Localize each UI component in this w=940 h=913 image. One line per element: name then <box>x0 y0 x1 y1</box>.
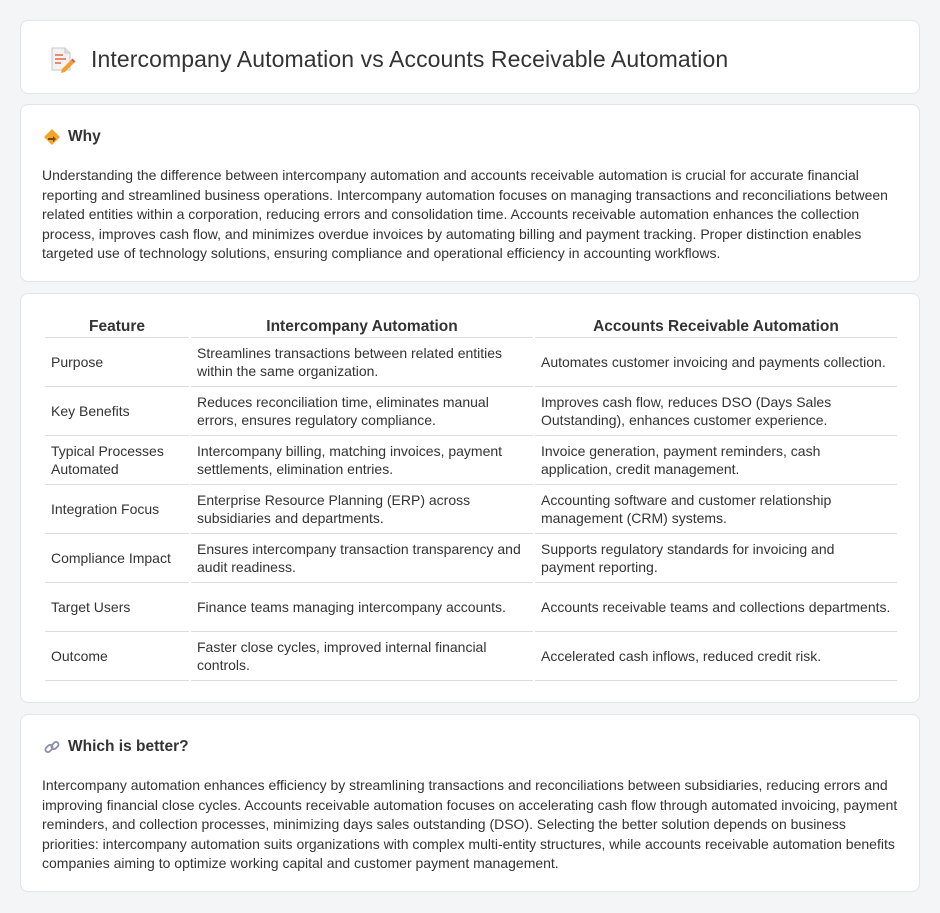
table-row <box>45 485 897 534</box>
feature-cell: Compliance Impact <box>45 534 189 583</box>
diamond-arrows-icon <box>43 128 61 146</box>
link-icon <box>43 738 61 756</box>
accounts-receivable-cell: Accounts receivable teams and collections departments. <box>535 583 897 632</box>
accounts-receivable-cell: Automates customer invoicing and payments collection. <box>535 338 897 387</box>
table-row <box>45 583 897 632</box>
table-row <box>45 632 897 681</box>
intercompany-cell: Enterprise Resource Planning (ERP) across subsidiaries and departments. <box>191 485 533 534</box>
table-row <box>45 436 897 485</box>
feature-cell: Typical Processes Automated <box>45 436 189 485</box>
why-title: Why <box>68 128 101 145</box>
intercompany-cell: Reduces reconciliation time, eliminates manual errors, ensures regulatory compliance. <box>191 387 533 436</box>
why-body: Understanding the difference between intercompany automation and accounts receivable automation is crucial for accurate financial reporting and streamlined business operations. Intercompany automation focuses on managing transactions and reconciliations between related entities within a corporation, reducing errors and consolidation time. Accounts receivable automation enhances the collection process, improves cash flow, and minimizes overdue invoices by automating billing and payment tracking. Proper distinction enables targeted use of technology solutions, ensuring compliance and operational efficiency in accounting workflows. <box>42 167 888 262</box>
feature-cell: Target Users <box>45 583 189 632</box>
which-is-better-section <box>20 714 920 892</box>
intercompany-cell: Faster close cycles, improved internal financial controls. <box>191 632 533 681</box>
comparison-table <box>43 317 899 681</box>
table-header-row <box>45 317 897 338</box>
accounts-receivable-cell: Invoice generation, payment reminders, cash application, credit management. <box>535 436 897 485</box>
intercompany-cell: Ensures intercompany transaction transparency and audit readiness. <box>191 534 533 583</box>
feature-cell: Integration Focus <box>45 485 189 534</box>
header-accounts-receivable: Accounts Receivable Automation <box>535 317 897 338</box>
header-card <box>20 20 920 94</box>
intercompany-cell: Finance teams managing intercompany accounts. <box>191 583 533 632</box>
page-header <box>45 43 728 75</box>
why-section <box>20 104 920 282</box>
better-heading <box>43 738 189 756</box>
feature-cell: Key Benefits <box>45 387 189 436</box>
accounts-receivable-cell: Supports regulatory standards for invoicing and payment reporting. <box>535 534 897 583</box>
intercompany-cell: Streamlines transactions between related entities within the same organization. <box>191 338 533 387</box>
header-feature: Feature <box>45 317 189 338</box>
table-row <box>45 338 897 387</box>
comparison-card <box>20 293 920 703</box>
accounts-receivable-cell: Accelerated cash inflows, reduced credit risk. <box>535 632 897 681</box>
accounts-receivable-cell: Accounting software and customer relationship management (CRM) systems. <box>535 485 897 534</box>
better-body: Intercompany automation enhances efficiency by streamlining transactions and reconciliations between subsidiaries, reducing errors and improving financial close cycles. Accounts receivable automation focuses on accelerating cash flow through automated invoicing, payment reminders, and collection processes, minimizing days sales outstanding (DSO). Selecting the better solution depends on business priorities: intercompany automation suits organizations with complex multi-entity structures, while accounts receivable automation benefits companies aiming to optimize working capital and customer payment management. <box>42 777 898 872</box>
intercompany-cell: Intercompany billing, matching invoices, payment settlements, elimination entries. <box>191 436 533 485</box>
why-heading <box>43 128 101 146</box>
header-intercompany: Intercompany Automation <box>191 317 533 338</box>
table-row <box>45 387 897 436</box>
feature-cell: Outcome <box>45 632 189 681</box>
feature-cell: Purpose <box>45 338 189 387</box>
accounts-receivable-cell: Improves cash flow, reduces DSO (Days Sales Outstanding), enhances customer experience. <box>535 387 897 436</box>
document-edit-icon <box>45 43 77 75</box>
better-title: Which is better? <box>68 738 189 755</box>
page-title: Intercompany Automation vs Accounts Receivable Automation <box>91 45 729 72</box>
table-row <box>45 534 897 583</box>
